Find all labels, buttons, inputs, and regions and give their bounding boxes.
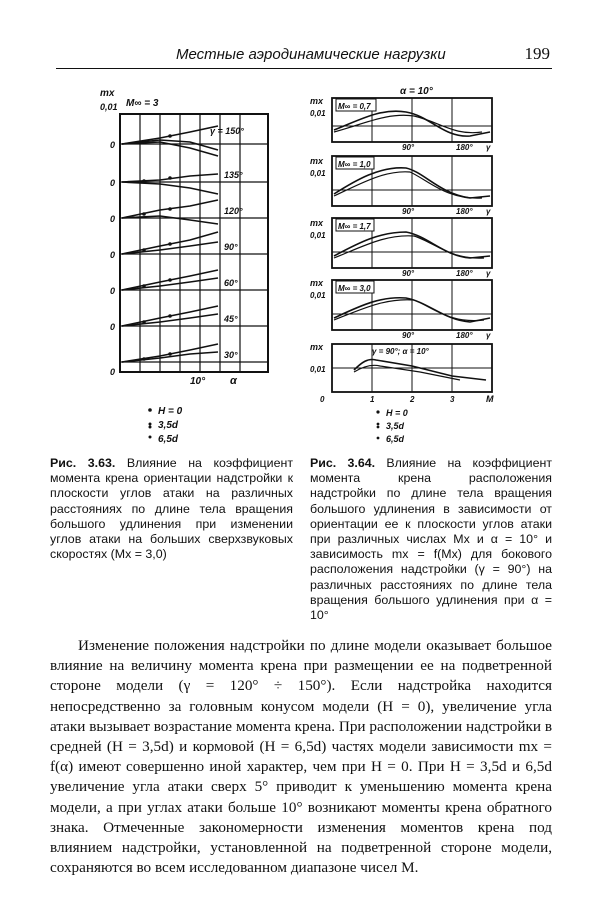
gamma-label: 60° [224,278,238,288]
fig63-y-tick: 0,01 [100,102,118,112]
svg-text:90°: 90° [402,207,415,216]
svg-text:180°: 180° [456,207,473,216]
fig64-legend [376,408,407,444]
figure-3-64 [310,86,510,448]
svg-text:M∞ = 3,0: M∞ = 3,0 [338,284,371,293]
caption-label: Рис. 3.64. [310,456,376,470]
caption-text: Влияние на коэффициент момента крена расположения надстройки по длине тела вращения большого удлинения в зависимости от ориентации ее к плоскости углов атаки при различных числах Mx и α = 10° и зависимость mx = f(Mx) для бокового расположения надстройки (γ = 90°) на различных расстояниях по длине тела вращения большого удлинения при α = 10° [310,456,552,623]
header-rule [56,68,552,69]
legend-item: 3,5d [386,421,405,431]
figure-3-63-caption [50,456,293,562]
svg-text:mx: mx [310,278,324,288]
svg-text:90°: 90° [402,269,415,278]
legend-item: 6,5d [386,434,405,444]
fig63-x-tick: 10° [190,376,206,387]
fig63-y-label: mx [100,88,115,99]
svg-text:0: 0 [110,214,116,224]
svg-text:0,01: 0,01 [310,169,326,178]
fig63-points [142,134,172,361]
svg-text:mx: mx [310,96,324,106]
svg-text:0,01: 0,01 [310,291,326,300]
fig64-panel [310,96,492,152]
gamma-label: γ = 150° [210,126,244,136]
legend-item: H = 0 [158,406,183,417]
legend-item: H = 0 [386,408,408,418]
svg-text:0: 0 [110,250,116,260]
fig63-grid [120,114,268,372]
svg-text:M∞ = 1,0: M∞ = 1,0 [338,160,371,169]
svg-text:mx: mx [310,218,324,228]
page-header [56,44,552,68]
svg-text:180°: 180° [456,269,473,278]
fig63-x-label: α [230,375,237,387]
svg-text:0,01: 0,01 [310,109,326,118]
svg-text:γ: γ [486,331,491,340]
svg-text:0,01: 0,01 [310,231,326,240]
legend-item: 6,5d [158,434,179,445]
body-paragraph: Изменение положения надстройки по длине модели оказывает большое влияние на величину момента крена при размещении ее на подветренной стороне модели (γ = 120° ÷ 150°). Если надстройка находится непосредственно за головным конусом модели (H = 0), увеличение угла атаки вызывает возрастание момента крена. При расположении надстройки в средней (H = 3,5d) и кормовой (H = 6,5d) частях модели зависимости mx = f(α) имеют совершенно иной характер, чем при H = 0. При H = 3,5d и 6,5d увеличение угла атаки сверх 5° приводит к уменьшению момента крена модели, а при углах атаки больше 10° возникают моменты крена обратного знака. Отмеченные закономерности изменения моментов крена под влиянием надстройки, установленной на подветренной стороне модели, сохраняются во всем исследованном диапазоне чисел M. [50,637,552,877]
svg-text:3: 3 [450,395,455,404]
fig64-panel [310,156,492,216]
svg-text:0: 0 [110,178,116,188]
svg-text:γ: γ [486,143,491,152]
gamma-label: 135° [224,170,243,180]
svg-text:M∞ = 1,7: M∞ = 1,7 [338,222,371,231]
fig63-legend [148,406,182,445]
svg-text:0: 0 [110,367,116,377]
svg-text:0: 0 [110,140,116,150]
svg-text:0: 0 [110,286,116,296]
gamma-label: 120° [224,206,243,216]
svg-text:γ: γ [486,269,491,278]
svg-text:180°: 180° [456,331,473,340]
fig64-panel [310,218,492,278]
figure-3-63-plot [100,86,280,446]
fig63-mach-label: M∞ = 3 [126,98,159,109]
svg-text:M∞ = 0,7: M∞ = 0,7 [338,102,371,111]
svg-text:mx: mx [310,342,324,352]
svg-text:90°: 90° [402,331,415,340]
figure-3-64-plot [310,86,510,448]
figure-3-64-caption [310,456,552,623]
svg-text:2: 2 [410,395,415,404]
svg-text:0: 0 [110,322,116,332]
gamma-label: 30° [224,350,238,360]
figure-3-63 [100,86,280,446]
svg-text:180°: 180° [456,143,473,152]
svg-text:0: 0 [320,395,325,404]
fig64-bottom-panel [310,342,494,404]
page-number: 199 [524,44,550,63]
svg-text:M: M [486,394,494,404]
svg-text:γ = 90°; α = 10°: γ = 90°; α = 10° [372,347,429,356]
gamma-label: 45° [224,314,238,324]
legend-item: 3,5d [158,420,179,431]
svg-text:90°: 90° [402,143,415,152]
caption-text: Влияние на коэффициент момента крена ориентации надстройки к плоскости углов атаки на различных расстояниях по длине тела вращения большого удлинения при изменении углов атаки на больших сверхзвуковых скоростях (Mx = 3,0) [50,456,293,562]
svg-text:1: 1 [370,395,375,404]
svg-text:γ: γ [486,207,491,216]
fig64-panel [310,278,492,340]
svg-text:mx: mx [310,156,324,166]
svg-text:0,01: 0,01 [310,365,326,374]
fig63-zero-markers [110,140,115,377]
running-title: Местные аэродинамические нагрузки [176,46,446,63]
gamma-label: 90° [224,242,238,252]
fig64-alpha-title: α = 10° [400,86,433,97]
caption-label: Рис. 3.63. [50,456,116,470]
